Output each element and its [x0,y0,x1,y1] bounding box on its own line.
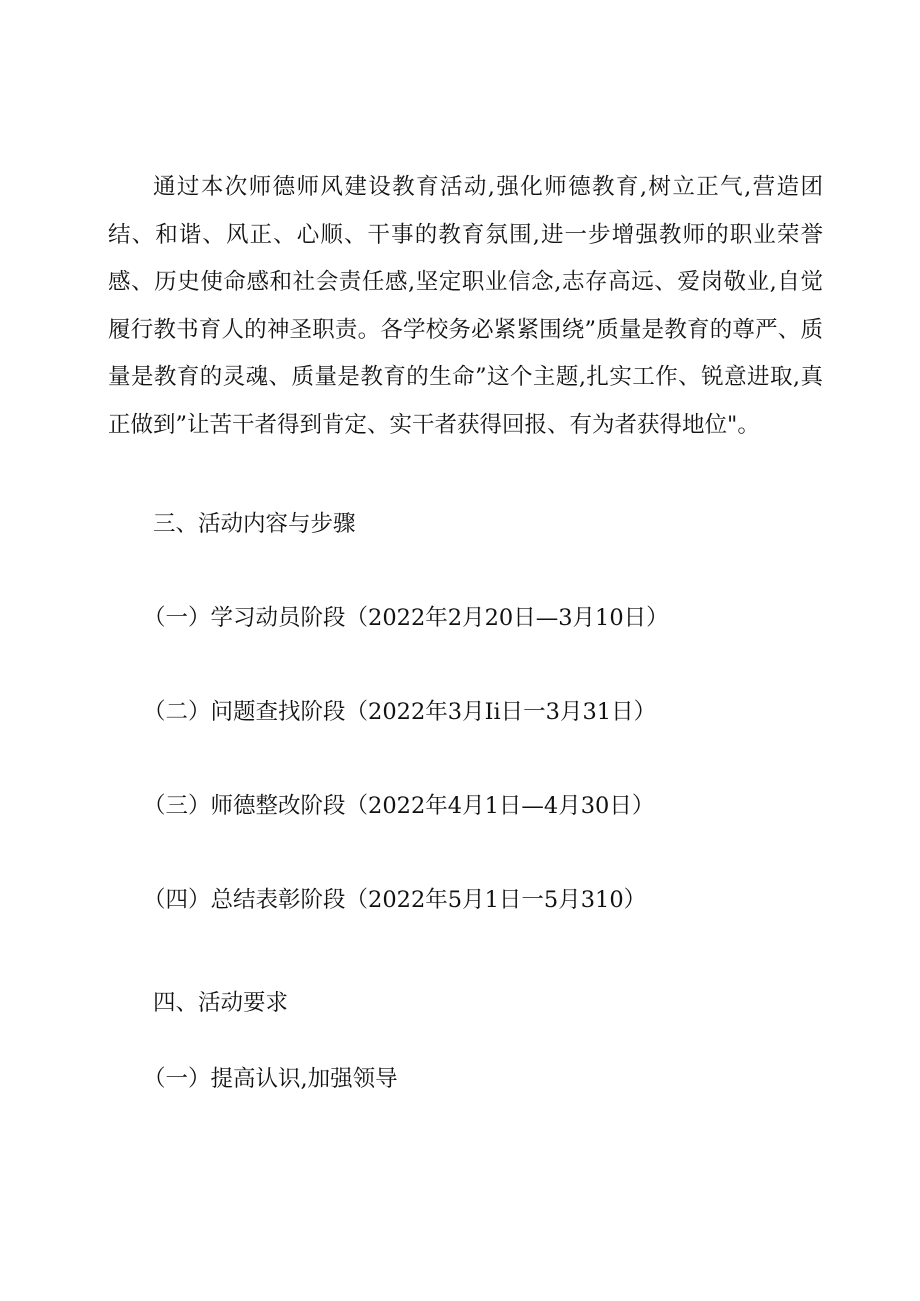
section-heading-activity-content: 三、活动内容与步骤 [153,511,356,537]
section-heading-activity-requirements: 四、活动要求 [153,990,289,1016]
step-item-3: （三）师德整改阶段（2022年4月1日—4月30日） [143,793,655,819]
step-item-4: （四）总结表彰阶段（2022年5月1日一5月310） [143,887,647,913]
requirement-item-1: （一）提高认识,加强领导 [143,1066,398,1092]
intro-paragraph: 通过本次师德师风建设教育活动,强化师德教育,树立正气,营造团结、和谐、风正、心顺、干事的教育氛围,进一步增强教师的职业荣誉感、历史使命感和社会责任感,坚定职业信念,志存高远、爱岗敬业,自觉履行教书育人的神圣职责。各学校务必紧紧围绕”质量是教育的尊严、质量是教育的灵魂、质量是教育的生命”这个主题,扎实工作、锐意进取,真正做到”让苦干者得到肯定、实干者获得回报、有为者获得地位"。 [108,174,823,438]
step-item-2: （二）问题查找阶段（2022年3月Ii日一3月31日） [143,699,657,725]
step-item-1: （一）学习动员阶段（2022年2月20日—3月10日） [143,605,669,631]
